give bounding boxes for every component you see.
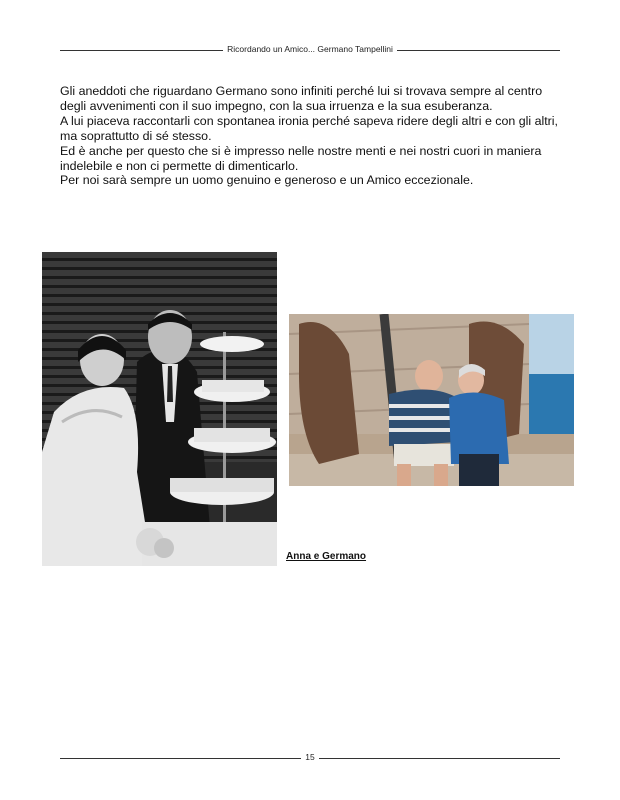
header-rule-left [60, 50, 223, 51]
footer-rule-left [60, 758, 301, 759]
paragraph: Gli aneddoti che riguardano Germano sono infiniti perché lui si trovava sempre al centro degli avvenimenti con il suo impegno, con la sua irruenza e la sua esuberanza. [60, 84, 543, 113]
wedding-photo [42, 252, 277, 566]
page-footer [60, 748, 560, 762]
page-number: 15 [305, 752, 315, 762]
photo-caption: Anna e Germano [286, 551, 367, 562]
header-rule-right [397, 50, 560, 51]
page-header [60, 40, 560, 54]
footer-rule-right [319, 758, 560, 759]
header-title: Ricordando un Amico... Germano Tampellini [227, 44, 393, 54]
paragraph: Per noi sarà sempre un uomo genuino e generoso e un Amico eccezionale. [60, 173, 474, 188]
paragraph: A lui piaceva raccontarli con spontanea ironia perché sapeva ridere degli altri e con gli altri, ma soprattutto di sé stesso. [60, 113, 558, 143]
paragraph: Ed è anche per questo che si è impresso nelle nostre menti e nei nostri cuori in maniera indelebile e non ci permette di dimenticarlo. [60, 143, 542, 173]
anchor-photo [289, 314, 574, 486]
body-text [60, 84, 560, 188]
